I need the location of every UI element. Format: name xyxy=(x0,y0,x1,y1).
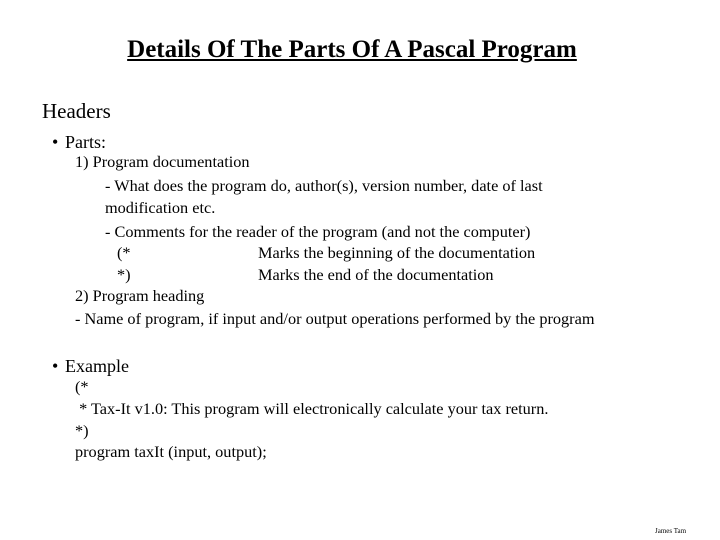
item1: 1) Program documentation xyxy=(75,152,250,171)
close-marker: *) xyxy=(117,265,131,284)
bullet-icon: • xyxy=(52,132,59,152)
item2-line1: - Name of program, if input and/or output operations performed by the program xyxy=(75,309,595,328)
slide-title-text: Details Of The Parts Of A Pascal Program xyxy=(127,36,577,63)
footer-author: James Tam xyxy=(655,527,687,535)
parts-label: Parts: xyxy=(65,132,107,152)
example-label: Example xyxy=(65,356,129,376)
item2: 2) Program heading xyxy=(75,286,205,305)
item1-line1: - What does the program do, author(s), version number, date of last xyxy=(105,176,543,195)
code-line: *) xyxy=(75,421,89,440)
close-desc: Marks the end of the documentation xyxy=(258,265,494,284)
item1-line2: modification etc. xyxy=(105,198,216,217)
code-line: * Tax-It v1.0: This program will electronically calculate your tax return. xyxy=(75,399,549,418)
bullet-icon: • xyxy=(52,356,59,376)
open-desc: Marks the beginning of the documentation xyxy=(258,243,536,262)
item1-line3: - Comments for the reader of the program (and not the computer) xyxy=(105,222,531,241)
section-heading: Headers xyxy=(42,99,111,123)
code-line: (* xyxy=(75,377,89,396)
open-marker: (* xyxy=(117,243,131,262)
slide-title xyxy=(0,37,704,62)
code-line: program taxIt (input, output); xyxy=(75,442,267,461)
